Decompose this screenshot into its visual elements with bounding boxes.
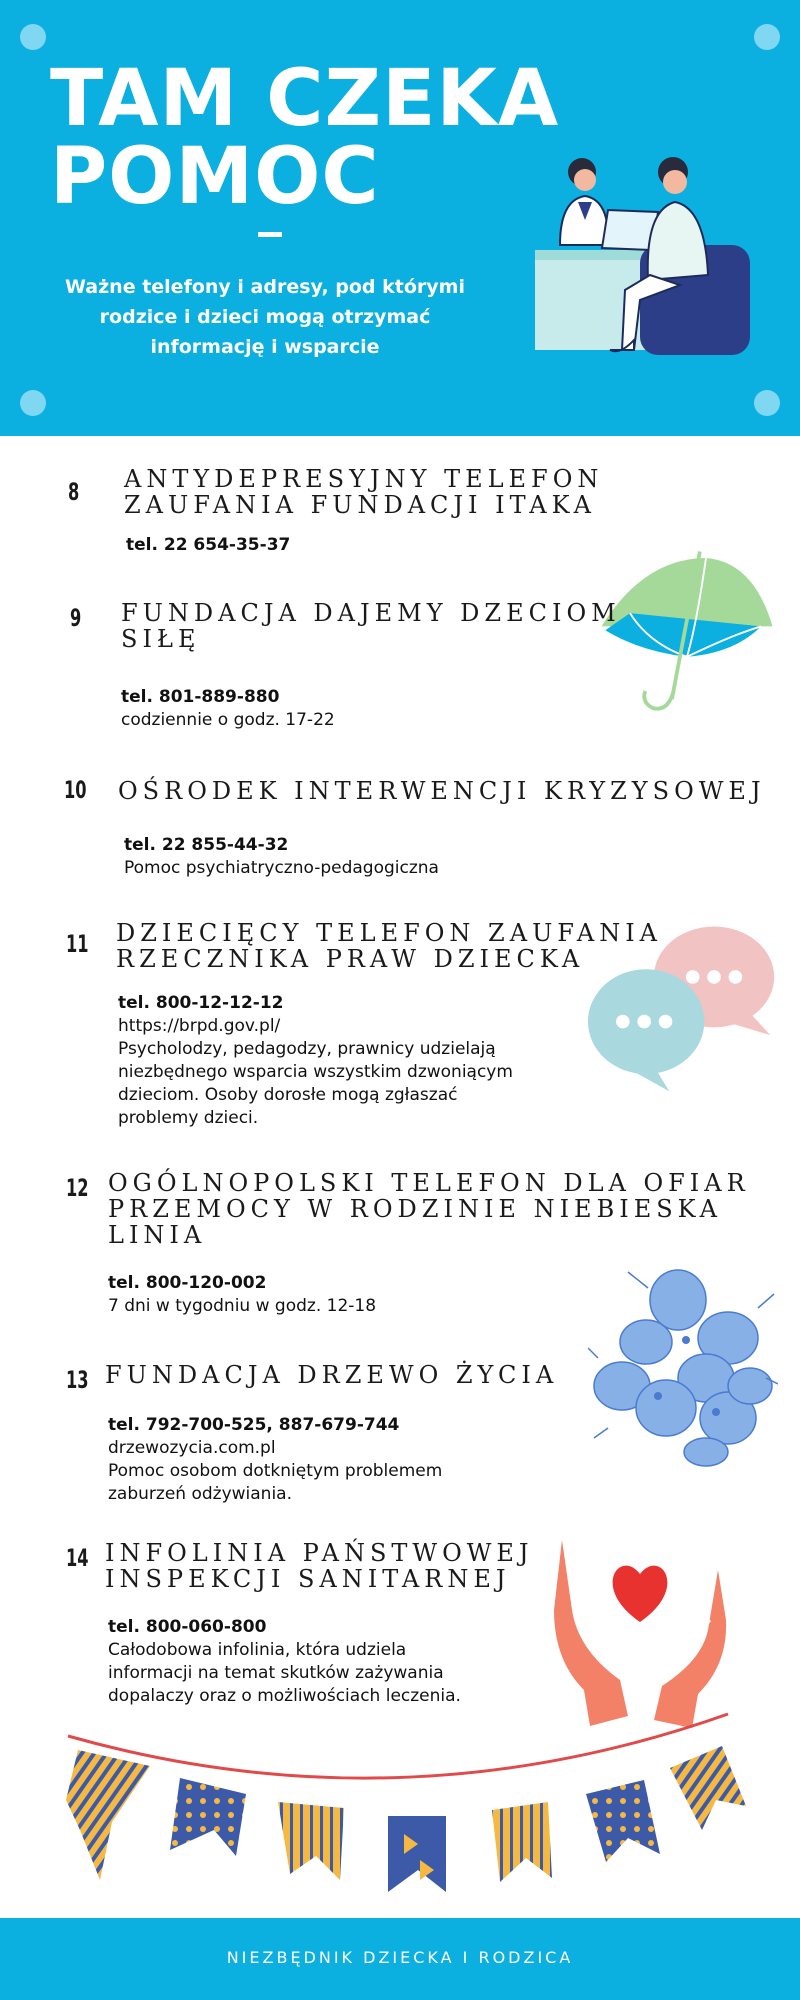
title-line: OŚRODEK INTERWENCJI KRYZYSOWEJ	[118, 777, 766, 805]
page-subtitle: Ważne telefony i adresy, pod którymi rodzice i dzieci mogą otrzymać informację i wsparcie	[65, 276, 465, 358]
people-at-desk-icon	[530, 150, 750, 365]
entry-detail: Pomoc osobom dotkniętym problemem	[108, 1461, 443, 1481]
phone-number: tel. 800-120-002	[108, 1273, 267, 1293]
entry-detail: Psycholodzy, pedagodzy, prawnicy udzielają	[118, 1039, 496, 1059]
title-line: FUNDACJA DRZEWO ŻYCIA	[105, 1361, 559, 1389]
title-line: DZIECIĘCY TELEFON ZAUFANIA	[116, 919, 663, 947]
entry-url[interactable]: drzewozycia.com.pl	[108, 1438, 276, 1458]
bunting-icon	[0, 1710, 800, 1910]
footer-banner	[0, 1918, 800, 2000]
phone-number: tel. 801-889-880	[121, 687, 280, 707]
entry-number: 10	[64, 776, 87, 804]
title-line: ZAUFANIA FUNDACJI ITAKA	[124, 491, 596, 519]
phone-number: tel. 22 855-44-32	[124, 835, 289, 855]
entry-title	[121, 600, 621, 652]
entry-detail: codziennie o godz. 17-22	[121, 710, 335, 730]
title-line: ANTYDEPRESYJNY TELEFON	[124, 465, 604, 493]
entry-number: 9	[70, 604, 82, 632]
entry-detail: Pomoc psychiatryczno-pedagogiczna	[124, 858, 439, 878]
entry-detail: zaburzeń odżywiania.	[108, 1484, 292, 1504]
decor-dot	[754, 390, 780, 416]
entry-number: 12	[66, 1174, 89, 1202]
title-line-1: TAM CZEKA	[50, 54, 560, 144]
entry-body	[124, 834, 439, 880]
entry-title	[105, 1362, 558, 1388]
title-dash	[258, 232, 282, 237]
entry-body	[108, 1414, 442, 1506]
title-line: OGÓLNOPOLSKI TELEFON DLA OFIAR	[108, 1169, 750, 1197]
phone-number: tel. 22 654-35-37	[126, 535, 291, 555]
title-line: SIŁĘ	[121, 625, 201, 653]
entry-title	[124, 466, 603, 518]
title-line: INFOLINIA PAŃSTWOWEJ	[105, 1539, 534, 1567]
decor-dot	[20, 390, 46, 416]
decor-dot	[20, 24, 46, 50]
entry-url[interactable]: https://brpd.gov.pl/	[118, 1016, 281, 1036]
entry-detail: dopalaczy oraz o możliwościach leczenia.	[108, 1686, 461, 1706]
phone-number: tel. 792-700-525, 887-679-744	[108, 1415, 400, 1435]
entry-number: 8	[68, 478, 80, 506]
phone-number: tel. 800-12-12-12	[118, 993, 284, 1013]
entry-title	[118, 778, 766, 804]
entry-detail: 7 dni w tygodniu w godz. 12-18	[108, 1296, 377, 1316]
entry-detail: informacji na temat skutków zażywania	[108, 1663, 444, 1683]
title-line: FUNDACJA DAJEMY DZECIOM	[121, 599, 621, 627]
entry-title	[108, 1170, 750, 1248]
entry-number: 14	[66, 1544, 89, 1572]
entry-body	[118, 992, 513, 1130]
title-line: LINIA	[108, 1221, 207, 1249]
footer-text: NIEZBĘDNIK DZIECKA I RODZICA	[226, 1948, 574, 1967]
phone-number: tel. 800-060-800	[108, 1617, 267, 1637]
hands-heart-icon	[550, 1540, 730, 1730]
entry-body	[108, 1272, 376, 1318]
entry-detail: Całodobowa infolinia, która udziela	[108, 1640, 407, 1660]
entry-number: 13	[66, 1366, 89, 1394]
entry-body	[126, 534, 290, 557]
entry-title	[116, 920, 662, 972]
entry-detail: niezbędnego wsparcia wszystkim dzwoniącym	[118, 1062, 513, 1082]
header-banner	[0, 0, 800, 436]
entry-body	[108, 1616, 461, 1708]
entry-detail: dzieciom. Osoby dorosłe mogą zgłaszać	[118, 1085, 458, 1105]
entry-detail: problemy dzieci.	[118, 1108, 259, 1128]
title-line: PRZEMOCY W RODZINIE NIEBIESKA	[108, 1195, 722, 1223]
decor-dot	[754, 24, 780, 50]
entry-number: 11	[66, 930, 89, 958]
entry-body	[121, 686, 335, 732]
title-line-2: POMOC	[50, 132, 380, 222]
page-title	[50, 54, 560, 222]
entry-title	[105, 1540, 534, 1592]
flowers-icon	[588, 1268, 778, 1468]
title-line: RZECZNIKA PRAW DZIECKA	[116, 945, 585, 973]
title-line: INSPEKCJI SANITARNEJ	[105, 1565, 511, 1593]
